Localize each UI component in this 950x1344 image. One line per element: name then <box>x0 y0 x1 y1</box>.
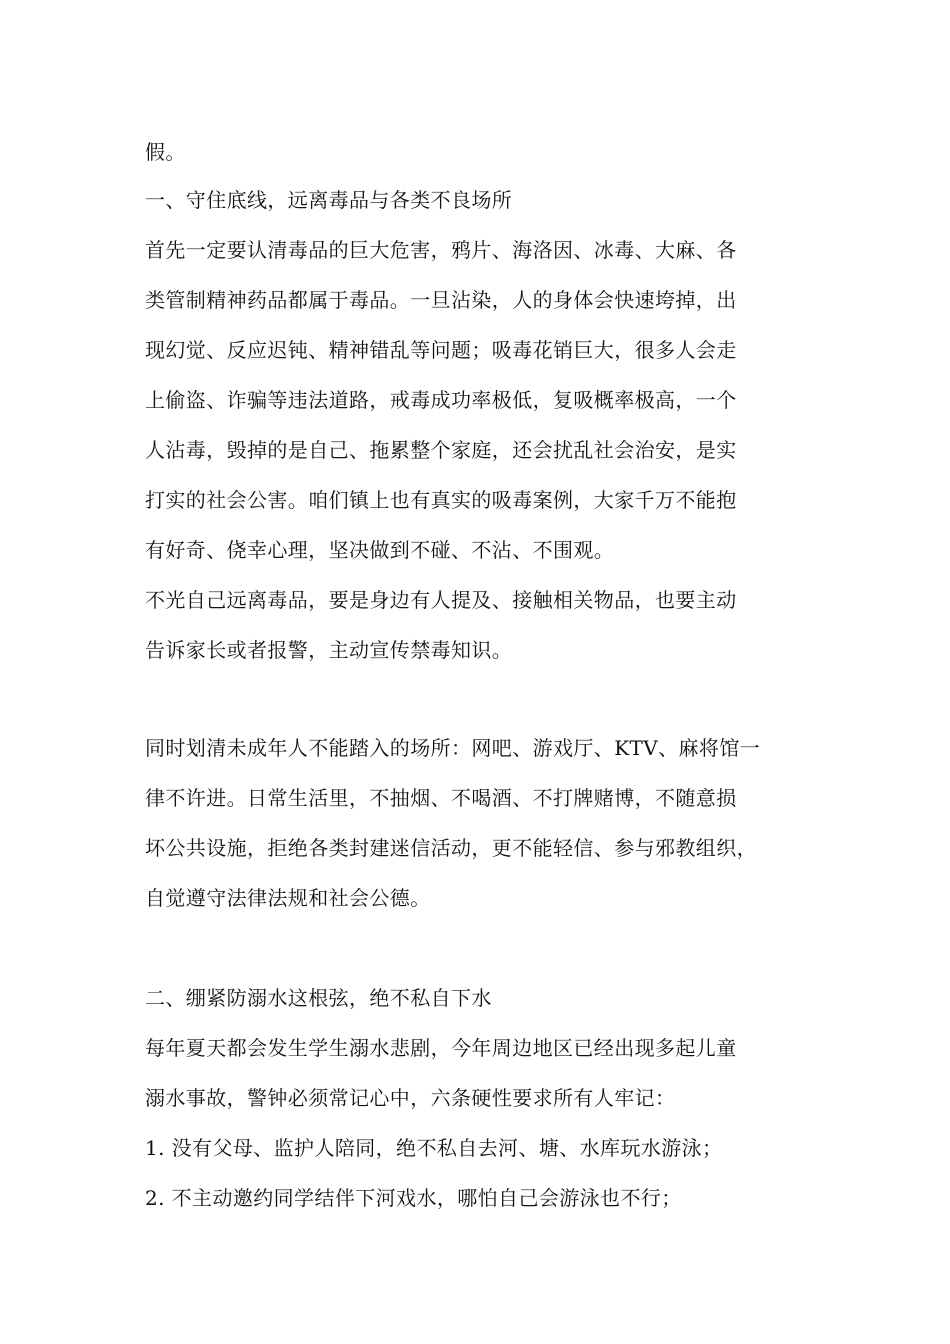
text-line: 同时划清未成年人不能踏入的场所：网吧、游戏厅、KTV、麻将馆一 <box>145 736 761 760</box>
text-line: 告诉家长或者报警，主动宣传禁毒知识。 <box>145 638 513 662</box>
list-item: 2. 不主动邀约同学结伴下河戏水，哪怕自己会游泳也不行； <box>145 1186 682 1210</box>
text-line: 不光自己远离毒品，要是身边有人提及、接触相关物品，也要主动 <box>145 588 737 612</box>
text-line: 有好奇、侥幸心理，坚决做到不碰、不沾、不围观。 <box>145 538 615 562</box>
text-line: 溺水事故，警钟必须常记心中，六条硬性要求所有人牢记： <box>145 1086 676 1110</box>
text-line: 律不许进。日常生活里，不抽烟、不喝酒、不打牌赌博，不随意损 <box>145 786 737 810</box>
text-line: 现幻觉、反应迟钝、精神错乱等问题；吸毒花销巨大，很多人会走 <box>145 338 737 362</box>
text-line: 人沾毒，毁掉的是自己、拖累整个家庭，还会扰乱社会治安，是实 <box>145 438 737 462</box>
text-line: 每年夏天都会发生学生溺水悲剧，今年周边地区已经出现多起儿童 <box>145 1036 737 1060</box>
text-line: 打实的社会公害。咱们镇上也有真实的吸毒案例，大家千万不能抱 <box>145 488 737 512</box>
text-line: 坏公共设施，拒绝各类封建迷信活动，更不能轻信、参与邪教组织， <box>145 836 757 860</box>
text-line: 首先一定要认清毒品的巨大危害，鸦片、海洛因、冰毒、大麻、各 <box>145 238 737 262</box>
section-heading: 一、守住底线，远离毒品与各类不良场所 <box>145 188 513 212</box>
text-line: 类管制精神药品都属于毒品。一旦沾染，人的身体会快速垮掉，出 <box>145 288 737 312</box>
text-line: 自觉遵守法律法规和社会公德。 <box>145 886 431 910</box>
text-line: 上偷盗、诈骗等违法道路，戒毒成功率极低，复吸概率极高，一个 <box>145 388 737 412</box>
section-heading: 二、绷紧防溺水这根弦，绝不私自下水 <box>145 986 492 1010</box>
list-item: 1. 没有父母、监护人陪同，绝不私自去河、塘、水库玩水游泳； <box>145 1136 723 1160</box>
text-line: 假。 <box>145 140 186 164</box>
